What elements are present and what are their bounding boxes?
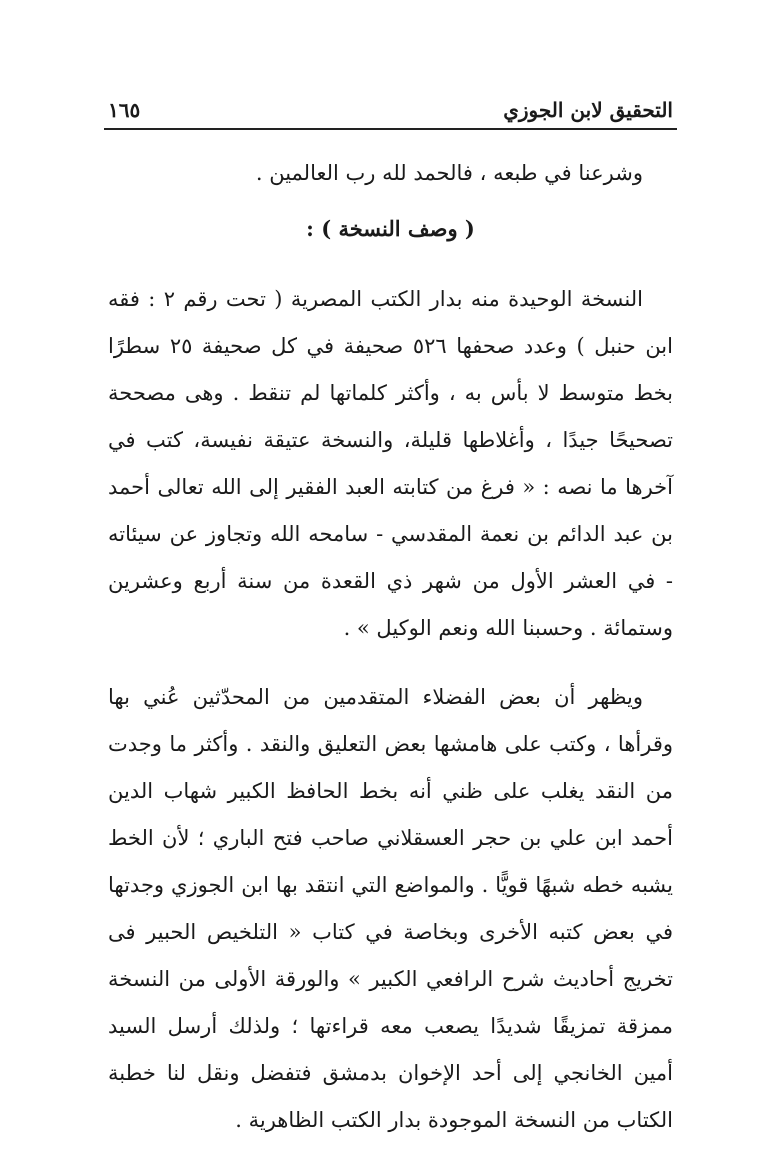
paragraph-manuscript-description: النسخة الوحيدة منه بدار الكتب المصرية ( تحت رقم ٢ : فقه ابن حنبل ) وعدد صحفها ٥٢٦ صحيفة في كل صحيفة ٢٥ سطرًا بخط متوسط لا بأس به ، وأكثر كلماتها لم تنقط . وهى مصححة تصحيحًا جيدًا ، وأغلاطها قليلة، والنسخة عتيقة نفيسة، كتب في آخرها ما نصه : « فرغ من كتابته العبد الفقير إلى الله تعالى أحمد بن عبد الدائم بن نعمة المقدسي - سامحه الله وتجاوز عن سيئاته - في العشر الأول من شهر ذي القعدة من سنة أربع وعشرين وستمائة . وحسبنا الله ونعم الوكيل » . [108,287,673,640]
header-divider [104,128,677,130]
paragraph-annotations: ويظهر أن بعض الفضلاء المتقدمين من المحدّثين عُني بها وقرأها ، وكتب على هامشها بعض التعليق والنقد . وأكثر ما وجدت من النقد يغلب على ظني أنه بخط الحافظ الكبير شهاب الدين أحمد ابن علي بن حجر العسقلاني صاحب فتح الباري ؛ لأن الخط يشبه خطه شبهًا قويًّا . والمواضع التي انتقد بها ابن الجوزي وجدتها في بعض كتبه الأخرى وبخاصة في كتاب « التلخيص الحبير فى تخريج أحاديث شرح الرافعي الكبير » والورقة الأولى من النسخة ممزقة تمزيقًا شديدًا يصعب معه قراءتها ؛ ولذلك أرسل السيد أمين الخانجي إلى أحد الإخوان بدمشق فتفضل ونقل لنا خطبة الكتاب من النسخة الموجودة بدار الكتب الظاهرية . [108,685,673,1132]
running-title: التحقيق لابن الجوزي [503,98,673,122]
section-heading: ( وصف النسخة ) : [306,216,475,241]
paragraph-closing: وشرعنا في طبعه ، فالحمد لله رب العالمين . [255,161,643,185]
page-number: ١٦٥ [108,98,141,122]
page-header [108,92,673,128]
page-body [108,150,673,1144]
